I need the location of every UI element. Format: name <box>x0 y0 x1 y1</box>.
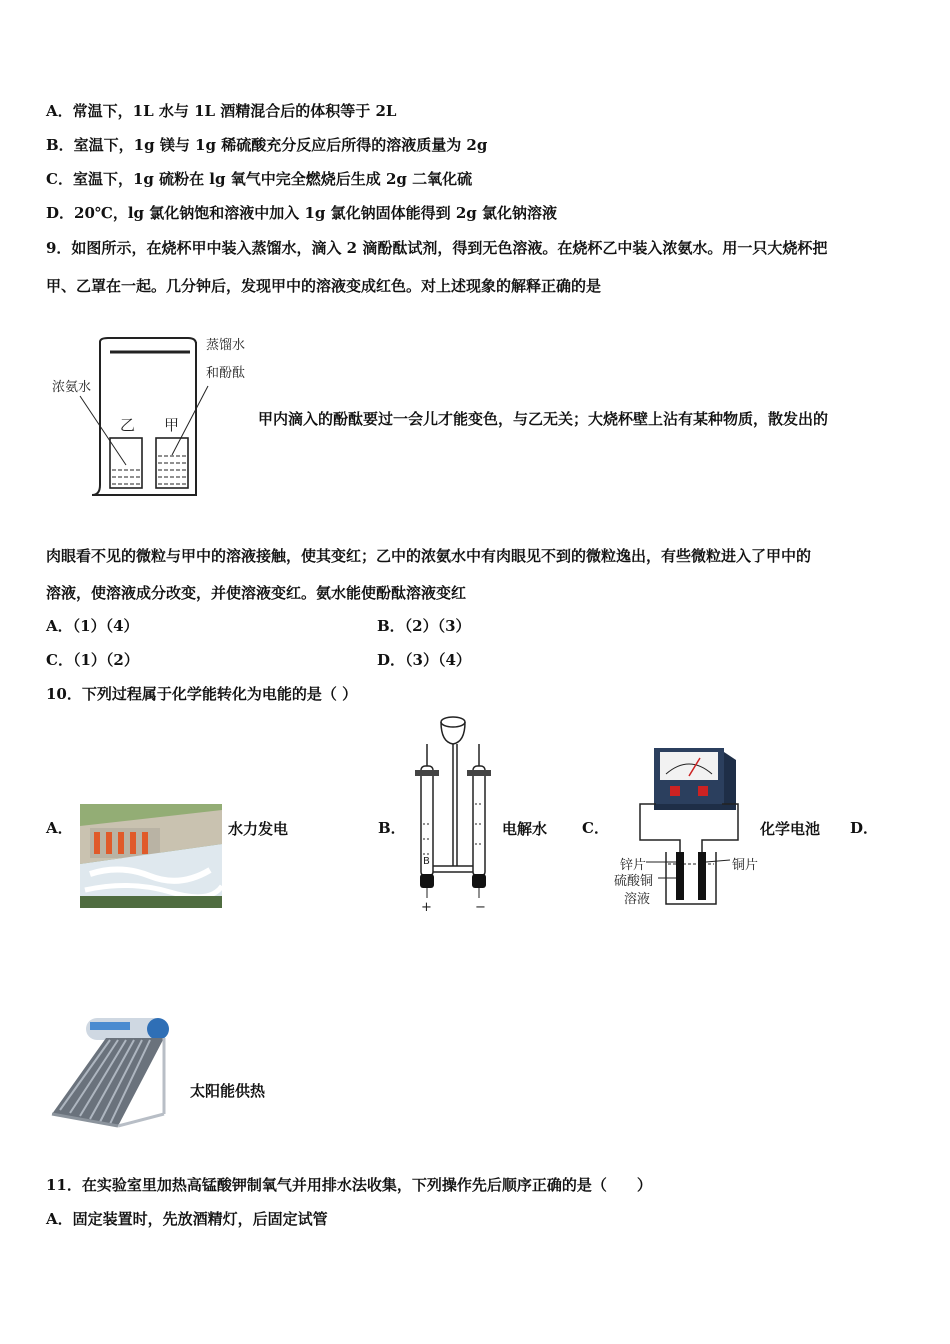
label-jia: 甲 <box>164 416 180 434</box>
chemical-battery-apparatus <box>612 744 760 909</box>
q10-option-a-text: 水力发电 <box>228 820 289 838</box>
label-copper-sulfate: 硫酸铜 <box>614 874 654 889</box>
q9-stem-line2: 甲、乙罩在一起。几分钟后，发现甲中的溶液变成红色。对上述现象的解释正确的是 <box>46 277 602 295</box>
q11-stem: 11．在实验室里加热高锰酸钾制氧气并用排水法收集，下列操作先后顺序正确的是（ ） <box>46 1176 652 1194</box>
q9-beaker-figure <box>48 330 258 500</box>
q9-cont-line2: 溶液，使溶液成分改变，并使溶液变红。氨水能使酚酞溶液变红 <box>46 584 467 602</box>
electrolysis-b: B <box>423 856 430 867</box>
electrolysis-minus: − <box>475 900 486 915</box>
solar-heater-image <box>46 1014 174 1138</box>
electrolysis-apparatus <box>405 714 500 914</box>
q11-option-a: A．固定装置时，先放酒精灯，后固定试管 <box>46 1210 328 1228</box>
q8-option-c: C．室温下，1g 硫粉在 lg 氧气中完全燃烧后生成 2g 二氧化硫 <box>46 170 473 188</box>
label-solution: 溶液 <box>624 892 651 907</box>
q9-option-b: B．（2）（3） <box>377 617 471 635</box>
label-distilled-water: 蒸馏水 <box>206 338 246 353</box>
q10-stem: 10．下列过程属于化学能转化为电能的是（ ） <box>46 685 358 703</box>
q9-cont-line1: 肉眼看不见的微粒与甲中的溶液接触，使其变红；乙中的浓氨水中有肉眼见不到的微粒逸出，有些微粒进入了甲中的 <box>46 547 812 565</box>
label-phenolphthalein: 和酚酞 <box>206 366 246 381</box>
q10-option-c-text: 化学电池 <box>760 820 821 838</box>
q10-option-d-text: 太阳能供热 <box>190 1082 266 1100</box>
electrolysis-plus: + <box>421 900 432 915</box>
label-zinc: 锌片 <box>620 858 647 873</box>
q10-option-b-text: 电解水 <box>502 820 548 838</box>
q9-stem-line1: 9．如图所示，在烧杯甲中装入蒸馏水，滴入 2 滴酚酞试剂，得到无色溶液。在烧杯乙中装入浓氨水。用一只大烧杯把 <box>46 239 828 257</box>
label-copper: 铜片 <box>732 858 759 873</box>
q10-option-c-letter: C． <box>582 819 609 837</box>
q10-option-a-letter: A． <box>46 819 73 837</box>
hydropower-image <box>80 804 222 908</box>
label-ammonia: 浓氨水 <box>52 380 92 395</box>
q9-option-a: A．（1）（4） <box>46 617 139 635</box>
label-yi: 乙 <box>120 416 136 434</box>
q9-option-c: C．（1）（2） <box>46 651 139 669</box>
q9-option-d: D．（3）（4） <box>377 651 471 669</box>
q8-option-b: B．室温下，1g 镁与 1g 稀硫酸充分反应后所得的溶液质量为 2g <box>46 136 488 154</box>
q10-option-d-letter: D． <box>850 819 879 837</box>
q8-option-a: A．常温下，1L 水与 1L 酒精混合后的体积等于 2L <box>46 102 397 120</box>
q8-option-d: D．20℃，lg 氯化钠饱和溶液中加入 1g 氯化钠固体能得到 2g 氯化钠溶液 <box>46 204 558 222</box>
q10-option-b-letter: B． <box>378 819 406 837</box>
q9-inline-text: 甲内滴入的酚酞要过一会儿才能变色，与乙无关；大烧杯壁上沾有某种物质，散发出的 <box>258 410 829 428</box>
